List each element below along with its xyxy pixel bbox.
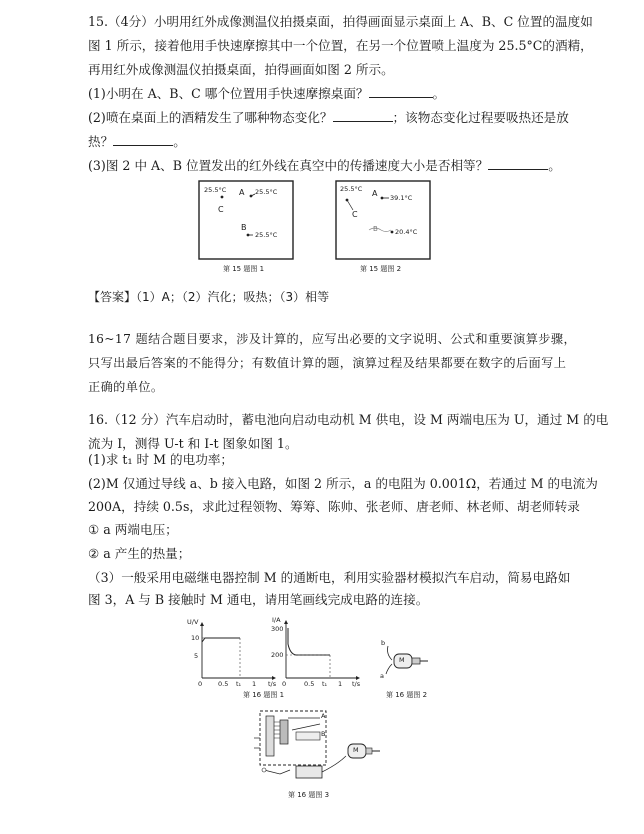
q16-fig3-contact-a: A bbox=[321, 712, 326, 720]
q15-fig1-temp-a: 25.5°C bbox=[255, 188, 278, 196]
q15-fig1-temp-b: 25.5°C bbox=[255, 231, 278, 239]
q16-graph-ut-plot bbox=[188, 620, 278, 682]
q16-g2-origin: 0 bbox=[282, 680, 287, 688]
q15-figure1 bbox=[198, 180, 294, 260]
q16-g1-origin: 0 bbox=[198, 680, 203, 688]
q16-stem-line1: 16.（12 分）汽车启动时，蓄电池向启动电动机 M 供电，设 M 两端电压为 U，通过 M 的电 bbox=[88, 412, 609, 427]
q15-subq2-text: (2)喷在桌面上的酒精发生了哪种物态变化？ bbox=[88, 110, 333, 125]
q16-g1-tick-5: 5 bbox=[194, 652, 199, 660]
q15-subq2-cont-end: 。 bbox=[173, 134, 186, 149]
q16-g1-tick-05: 0.5 bbox=[218, 680, 229, 688]
q15-subq1 bbox=[88, 84, 445, 104]
q16-motor-drawing bbox=[378, 640, 438, 680]
q16-fig3-motor-m: M bbox=[353, 746, 359, 754]
q16-g2-tick-t1: t₁ bbox=[322, 680, 328, 688]
q15-fig2-label-c: C bbox=[352, 210, 358, 219]
q16-g1-tick-t1: t₁ bbox=[236, 680, 242, 688]
q16-fig3-contact-b: B bbox=[321, 730, 326, 738]
q15-subq1-text: (1)小明在 A、B、C 哪个位置用手快速摩擦桌面？ bbox=[88, 86, 369, 101]
q15-fig2-temp-a: 39.1°C bbox=[390, 194, 413, 202]
q15-fig2-label-b: B bbox=[373, 225, 378, 233]
q15-blank2 bbox=[333, 109, 393, 122]
q16-fig1-caption: 第 16 题图 1 bbox=[243, 691, 285, 699]
q16-g1-xlabel: t/s bbox=[268, 680, 277, 688]
q15-fig1-corner-temp: 25.5°C bbox=[204, 186, 227, 194]
q15-blank4 bbox=[488, 157, 548, 170]
q16-fig2-wire-b: b bbox=[381, 639, 386, 647]
q15-fig1-label-a: A bbox=[239, 188, 245, 197]
q15-blank3 bbox=[113, 133, 173, 146]
q16-subq2-line1: (2)M 仅通过导线 a、b 接入电路，如图 2 所示，a 的电阻为 0.001Ω，若通过 M 的电流为 bbox=[88, 476, 598, 491]
instruction-line1: 16~17 题结合题目要求，涉及计算的，应写出必要的文字说明、公式和重要演算步骤， bbox=[88, 332, 577, 346]
instruction-line3: 正确的单位。 bbox=[88, 380, 164, 394]
q15-subq3-text: (3)图 2 中 A、B 位置发出的红外线在真空中的传播速度大小是否相等？ bbox=[88, 158, 489, 173]
q15-subq2-cont-text: 热？ bbox=[88, 134, 114, 149]
q15-fig1-caption: 第 15 题图 1 bbox=[223, 265, 265, 273]
q15-fig2-temp-b: 20.4°C bbox=[395, 228, 418, 236]
q15-blank1 bbox=[369, 85, 433, 98]
q15-fig2-label-a: A bbox=[372, 189, 378, 198]
q15-subq3-end: 。 bbox=[548, 158, 561, 173]
q16-g2-tick-05: 0.5 bbox=[304, 680, 315, 688]
q15-fig2-caption: 第 15 题图 2 bbox=[360, 265, 402, 273]
q15-subq3 bbox=[88, 156, 561, 176]
q16-g1-tick-1: 1 bbox=[252, 680, 257, 688]
q16-item1: ① a 两端电压； bbox=[88, 522, 178, 537]
q15-answer: 【答案】（1）A；（2）汽化；吸热；（3）相等 bbox=[88, 290, 330, 304]
q16-subq1: (1)求 t₁ 时 M 的电功率； bbox=[88, 452, 234, 467]
q16-g2-tick-1: 1 bbox=[338, 680, 343, 688]
q15-subq2 bbox=[88, 108, 569, 128]
q16-figure2 bbox=[378, 640, 438, 680]
q16-fig3-caption: 第 16 题图 3 bbox=[288, 791, 330, 799]
q16-subq3-line2: 图 3，A 与 B 接触时 M 通电，请用笔画线完成电路的连接。 bbox=[88, 592, 429, 607]
q15-stem-line3: 再用红外成像测温仪拍摄桌面，拍得画面如图 2 所示。 bbox=[88, 62, 394, 77]
q16-g2-xlabel: t/s bbox=[352, 680, 361, 688]
q16-relay-circuit bbox=[250, 708, 385, 788]
q15-fig1-label-c: C bbox=[218, 205, 224, 214]
q16-g2-tick-200: 200 bbox=[271, 651, 284, 659]
q16-fig2-motor-m: M bbox=[399, 656, 405, 664]
q16-g1-ylabel: U/V bbox=[187, 618, 199, 626]
q15-subq1-end: 。 bbox=[432, 86, 446, 101]
q16-g2-tick-300: 300 bbox=[271, 625, 284, 633]
q15-stem-line1: 15.（4分）小明用红外成像测温仪拍摄桌面，拍得画面显示桌面上 A、B、C 位置的温度如 bbox=[88, 14, 593, 29]
q16-graph-it bbox=[270, 616, 362, 688]
q16-item2: ② a 产生的热量； bbox=[88, 546, 191, 561]
q16-graph-it-plot bbox=[270, 618, 362, 682]
q16-fig2-caption: 第 16 题图 2 bbox=[386, 691, 428, 699]
q16-g2-ylabel: I/A bbox=[272, 616, 281, 624]
q15-fig2-corner-temp: 25.5°C bbox=[340, 185, 363, 193]
q16-figure3 bbox=[250, 708, 385, 788]
q15-fig1-label-b: B bbox=[241, 223, 247, 232]
q15-subq2-cont bbox=[88, 132, 186, 152]
q15-figure2 bbox=[335, 180, 431, 260]
q16-subq3-line1: （3）一般采用电磁继电器控制 M 的通断电，利用实验器材模拟汽车启动，简易电路如 bbox=[88, 570, 571, 585]
q16-g1-tick-10: 10 bbox=[191, 634, 200, 642]
instruction-line2: 只写出最后答案的不能得分；有数值计算的题，演算过程及结果都要在数字的后面写上 bbox=[88, 356, 567, 370]
q15-stem-line2: 图 1 所示，接着他用手快速摩擦其中一个位置，在另一个位置喷上温度为 25.5°C的酒精， bbox=[88, 38, 593, 53]
q16-stem-line2: 流为 I，测得 U-t 和 I-t 图象如图 1。 bbox=[88, 436, 298, 451]
q15-subq2-mid: ；该物态变化过程要吸热还是放 bbox=[392, 110, 569, 125]
q16-subq2-line2: 200A，持续 0.5s，求此过程领物、筹筹、陈帅、张老师、唐老师、林老师、胡老师转录 bbox=[88, 499, 580, 514]
q16-fig2-wire-a: a bbox=[380, 672, 384, 680]
